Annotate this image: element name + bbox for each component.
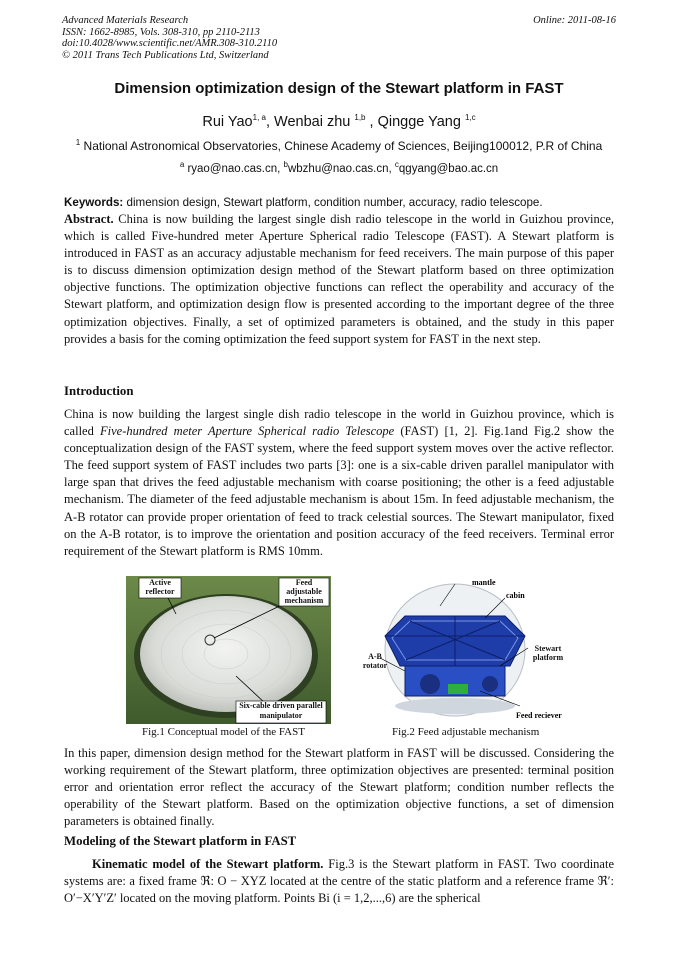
label-mantle: mantle — [472, 578, 496, 587]
copyright: © 2011 Trans Tech Publications Ltd, Switzerland — [62, 49, 269, 61]
keywords: Keywords: dimension design, Stewart platform, condition number, accuracy, radio telescope. — [64, 196, 543, 209]
intro-paragraph: China is now building the largest single dish radio telescope in the world in Guizhou province, which is called Five-hundred meter Aperture Spherical radio Telescope (FAST) [1, 2]. Fig.1and Fig.2 show the conceptualization design of the FAST system, where the feed support system moves over the active reflector. The feed support system of FAST includes two parts [3]: one is a six-cable driven parallel manipulator with large span that drives the feed adjustable mechanism with coarse positioning; the other is a feed adjustable mechanism. The diameter of the feed adjustable mechanism is about 15m. In feed adjustable mechanism, the A-B rotator can provide proper orientation of feed to track celestial sources. The Stewart manipulator, fixed on the A-B rotator, is to improve the orientation and position accuracy of the feed receivers. Terminal error requirement of the Stewart platform is RMS 10mm. — [64, 407, 614, 558]
affiliation: $^1$ National Astronomical Observatories, Chinese Academy of Sciences, Beijing100012, P.R of China — [75, 138, 603, 153]
kinematic-label: Kinematic model of the Stewart platform. — [92, 857, 324, 871]
label-ab-rotator: A-B rotator — [362, 652, 388, 670]
label-feed-receiver: Feed reciever — [516, 711, 562, 720]
authors: Rui Yao$^{1, a}$, Wenbai zhu $^{1,b}$ , Qingge Yang $^{1,c}$ — [202, 113, 476, 130]
figure-1-fast-photo — [126, 576, 331, 724]
kinematic-text: Fig.3 is the Stewart platform in FAST. Two coordinate systems are: a fixed frame ℜ: O − XYZ located at the centre of the static platform and a reference frame ℜ′: O′−X′Y′Z′ located on the moving platform. Points Bi (i = 1,2,...,6) are the spherical — [64, 857, 614, 906]
online-date: Online: 2011-08-16 — [533, 15, 616, 26]
label-stewart-platform: Stewart platform — [532, 644, 564, 662]
abstract-text: China is now building the largest single dish radio telescope in the world in Guizhou province, which is called Five-hundred meter Aperture Spherical radio Telescope (FAST). A Stewart platform is introduced in FAST as an accuracy adjustable mechanism for feed receivers. The main purpose of this paper is to discuss dimension optimization design method of the Stewart platform based on three optimization objective functions. The optimization objective functions can reflect the operability and accuracy of the Stewart platform, and optimization design flow is presented according to the important degree of the three optimization objectives. Finally, a set of optimized parameters is obtained, and the study in this paper provides a basis for the coming optimization the feed support system for FAST in the next step. — [64, 212, 614, 346]
figure-2-feed-mechanism — [360, 576, 570, 724]
label-cabin: cabin — [506, 591, 525, 600]
abstract — [64, 211, 614, 348]
label-six-cable: Six-cable driven parallel manipulator — [239, 701, 323, 720]
label-feed-adjustable: Feed adjustable mechanism — [284, 578, 324, 605]
section-heading-modeling: Modeling of the Stewart platform in FAST — [64, 834, 297, 848]
paper-title: Dimension optimization design of the Stewart platform in FAST — [114, 80, 564, 97]
figure-2-caption: Fig.2 Feed adjustable mechanism — [392, 726, 540, 738]
label-active-reflector: Active reflector — [145, 578, 175, 596]
doi: doi:10.4028/www.scientific.net/AMR.308-310.2110 — [62, 38, 278, 50]
journal-name: Advanced Materials Research — [62, 15, 189, 26]
running-header — [62, 15, 616, 61]
emails: $^a$ ryao@nao.cas.cn, $^b$wbzhu@nao.cas.cn, $^c$qgyang@bao.ac.cn — [179, 160, 499, 175]
paragraph-2: In this paper, dimension design method for the Stewart platform in FAST will be discussed. Considering the working requirement of the Stewart platform, three optimization objectives are presented: terminal position error and orientation error reflect the accuracy of the Stewart platform; condition number reflects the operability of the Stewart platform. Based on the optimization objective functions, a set of dimension parameters is obtained finally. — [64, 746, 614, 829]
figure-1-caption: Fig.1 Conceptual model of the FAST — [142, 726, 305, 738]
section-heading-introduction: Introduction — [64, 384, 134, 398]
issn: ISSN: 1662-8985, Vols. 308-310, pp 2110-2113 — [62, 26, 260, 38]
abstract-label: Abstract. — [64, 212, 114, 226]
kinematic-paragraph — [64, 856, 614, 907]
